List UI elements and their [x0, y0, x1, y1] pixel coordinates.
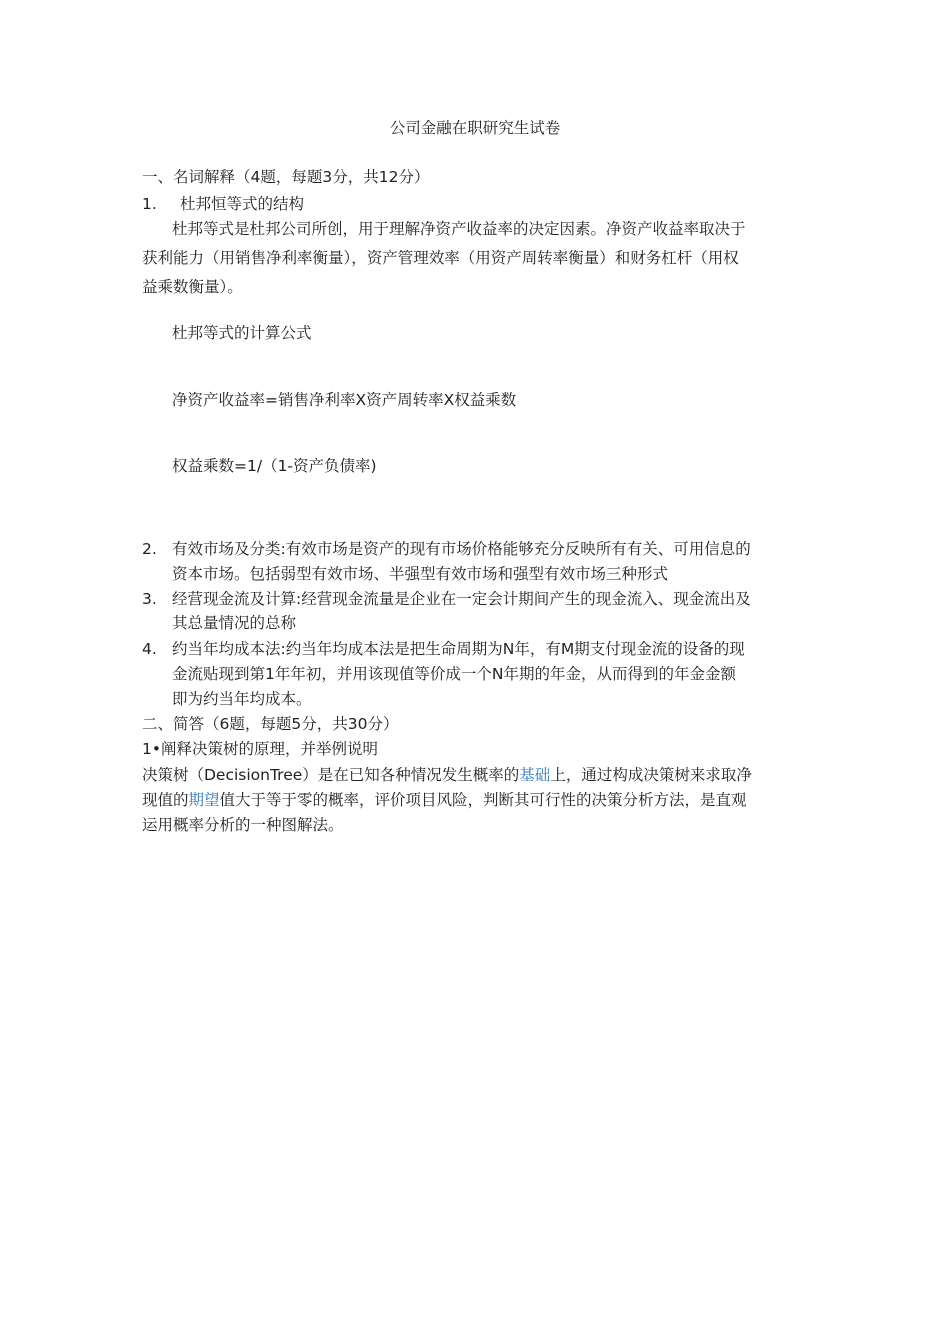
q4-number: 4.: [142, 640, 157, 658]
q1-para-line-3: 益乘数衡量）。: [142, 278, 243, 296]
section-1-heading: 一、名词解释（4题，每题3分，共12分）: [142, 168, 430, 186]
q1-number: 1.: [142, 195, 157, 213]
q1-term: 杜邦恒等式的结构: [180, 195, 305, 213]
answer-line-1-post: 上，通过构成决策树来求取净: [550, 766, 752, 784]
answer-line-2-pre: 现值的: [142, 791, 189, 809]
q2-line-1: 有效市场及分类:有效市场是资产的现有市场价格能够充分反映所有有关、可用信息的: [172, 540, 751, 558]
q4-line-1: 约当年均成本法:约当年均成本法是把生命周期为N年，有M期支付现金流的设备的现: [172, 640, 745, 658]
link-qiwang[interactable]: 期望: [188, 791, 220, 809]
answer-line-3: 运用概率分析的一种图解法。: [142, 816, 344, 834]
q3-number: 3.: [142, 590, 157, 608]
q4-line-2: 金流贴现到第1年年初，并用该现值等价成一个N年期的年金，从而得到的年金金额: [172, 665, 736, 683]
link-jichu[interactable]: 基础: [519, 766, 551, 784]
q1-para-line-2: 获利能力（用销售净利率衡量），资产管理效率（用资产周转率衡量）和财务杠杆（用权: [142, 249, 739, 267]
formula-heading: 杜邦等式的计算公式: [172, 324, 312, 342]
answer-line-1-pre: 决策树（DecisionTree）是在已知各种情况发生概率的: [142, 766, 520, 784]
section-2-q1-title: 1•阐释决策树的原理，并举例说明: [142, 740, 379, 758]
answer-line-1: [142, 763, 752, 787]
formula-roe: 净资产收益率=销售净利率X资产周转率X权益乘数: [172, 391, 517, 409]
answer-line-2-post: 值大于等于零的概率，评价项目风险，判断其可行性的决策分析方法，是直观: [219, 791, 747, 809]
section-2-heading: 二、简答（6题，每题5分，共30分）: [142, 715, 399, 733]
q3-line-2: 其总量情况的总称: [172, 614, 297, 632]
q2-number: 2.: [142, 540, 157, 558]
formula-equity-multiplier: 权益乘数=1/（1-资产负债率): [172, 457, 377, 475]
q3-line-1: 经营现金流及计算:经营现金流量是企业在一定会计期间产生的现金流入、现金流出及: [172, 590, 751, 608]
answer-line-2: [142, 788, 747, 812]
q2-line-2: 资本市场。包括弱型有效市场、半强型有效市场和强型有效市场三种形式: [172, 565, 669, 583]
document-title: 公司金融在职研究生试卷: [389, 119, 561, 137]
q1-para-line-1: 杜邦等式是杜邦公司所创，用于理解净资产收益率的决定因素。净资产收益率取决于: [172, 220, 746, 238]
q4-line-3: 即为约当年均成本。: [172, 690, 312, 708]
